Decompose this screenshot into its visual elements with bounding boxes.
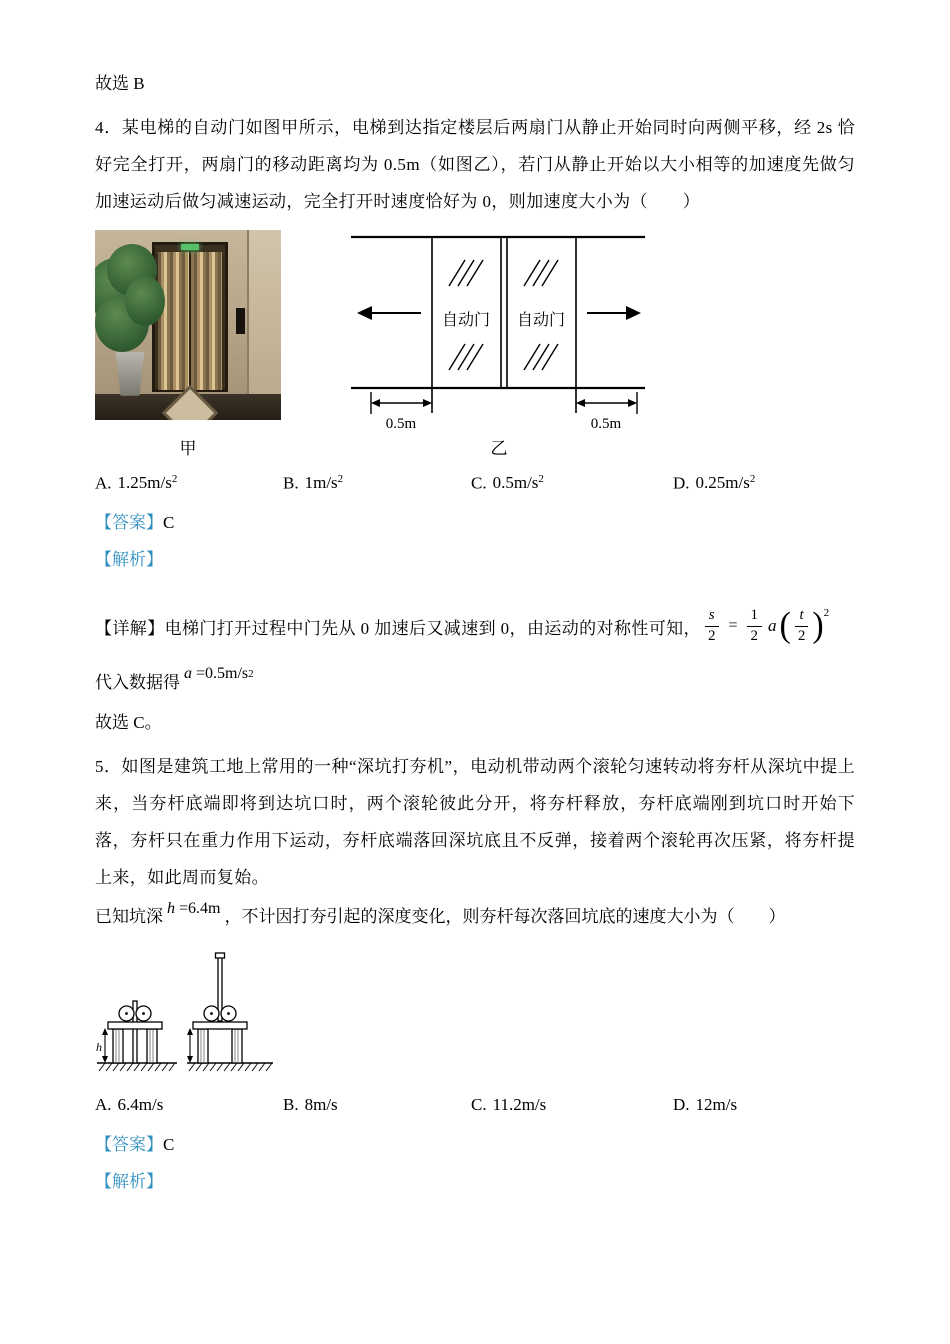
variable-a: a xyxy=(768,616,777,636)
photo-floor-indicator xyxy=(181,244,199,250)
formula-rhs: =6.4m xyxy=(179,900,221,918)
support-column xyxy=(113,1029,123,1063)
frac-numerator: s xyxy=(705,606,719,627)
q4-analysis-line xyxy=(95,542,855,579)
answer-label: 【答案】 xyxy=(95,513,163,533)
h-label: h xyxy=(96,1040,102,1055)
option-key: A. xyxy=(95,473,112,493)
q4-answer-line xyxy=(95,505,855,542)
known-prefix: 已知坑深 xyxy=(95,907,163,927)
option-key: D. xyxy=(673,1095,690,1115)
option-value: 0.5m/s xyxy=(492,473,539,493)
kinematics-formula xyxy=(701,606,829,646)
option-exponent: 2 xyxy=(337,472,344,485)
rod-cap xyxy=(216,953,225,958)
equals-sign: = xyxy=(728,617,738,635)
option-d xyxy=(673,473,755,494)
right-arrow-icon xyxy=(587,306,641,320)
analysis-label: 【解析】 xyxy=(95,549,163,569)
photo-door-seam xyxy=(189,252,191,390)
platform xyxy=(108,1022,162,1029)
frac-numerator: t xyxy=(795,606,807,627)
q4-detail xyxy=(95,594,855,658)
frac-numerator: 1 xyxy=(747,606,763,627)
q5-stem: 5．如图是建筑工地上常用的一种“深坑打夯机”，电动机带动两个滚轮匀速转动将夯杆从深坑中提上来，当夯杆底端即将到达坑口时，两个滚轮彼此分开，将夯杆释放，夯杆底端刚到坑口时开始下落，夯杆只在重力作用下运动，夯杆底端落回深坑底且不反弹，接着两个滚轮再次压紧，将夯杆提上来，如此周而复始。 xyxy=(95,756,855,888)
answer-value: C xyxy=(163,1135,175,1155)
support-column xyxy=(198,1029,208,1063)
photo-plant-pot xyxy=(113,352,147,396)
q5-options xyxy=(95,1095,855,1115)
figure-labels xyxy=(95,434,855,459)
substitution-text: 代入数据得 xyxy=(95,673,180,693)
dimension-lines xyxy=(371,392,637,414)
platform xyxy=(193,1022,247,1029)
dim-right-label: 0.5m xyxy=(590,415,622,430)
elevator-photo xyxy=(95,230,281,420)
option-a xyxy=(95,1095,283,1115)
support-column xyxy=(147,1029,157,1063)
option-exponent: 2 xyxy=(171,472,178,485)
exponent: 2 xyxy=(248,667,254,680)
dim-left-label: 0.5m xyxy=(385,415,417,430)
option-key: B. xyxy=(283,473,299,493)
option-value: 6.4m/s xyxy=(117,1095,164,1115)
answer-value: C xyxy=(163,513,175,533)
figure-label-yi: 乙 xyxy=(490,438,508,458)
frac-denominator: 2 xyxy=(750,627,758,644)
option-key: C. xyxy=(471,1095,487,1115)
option-value: 1.25m/s xyxy=(117,473,172,493)
option-value: 0.25m/s xyxy=(695,473,750,493)
option-d xyxy=(673,1095,737,1115)
pile-driver-diagram xyxy=(95,951,290,1083)
option-c xyxy=(471,473,673,494)
option-key: D. xyxy=(673,473,690,493)
ground-hatch-icon xyxy=(99,1063,272,1071)
q4-options xyxy=(95,473,855,494)
door-label-left: 自动门 xyxy=(441,311,491,329)
close-paren: ) xyxy=(812,606,824,646)
fraction xyxy=(747,606,763,646)
variable-h: h xyxy=(167,900,175,918)
option-value: 1m/s xyxy=(304,473,338,493)
detail-text: 电梯门打开过程中门先从 0 加速后又减速到 0，由运动的对称性可知， xyxy=(164,618,701,638)
formula-rhs: =0.5m/s xyxy=(196,664,249,682)
door-diagram xyxy=(349,230,649,430)
option-key: C. xyxy=(471,473,487,493)
q4-conclusion: 故选 C。 xyxy=(95,713,162,733)
option-c xyxy=(471,1095,673,1115)
q4-stem: 4．某电梯的自动门如图甲所示，电梯到达指定楼层后两扇门从静止开始同时向两侧平移，经 2s 恰好完全打开，两扇门的移动距离均为 0.5m（如图乙），若门从静止开始以大小相等的加速度先做匀加速运动后做匀减速运动，完全打开时速度恰好为 0，则加速度大小为（ ） xyxy=(95,117,855,211)
frac-denominator: 2 xyxy=(797,627,806,644)
roller-axle xyxy=(210,1012,213,1015)
q5-analysis-line xyxy=(95,1164,855,1201)
open-paren: ( xyxy=(779,606,791,646)
option-exponent: 2 xyxy=(749,472,756,485)
roller-axle xyxy=(125,1012,128,1015)
option-a xyxy=(95,473,283,494)
q3-conclusion: 故选 B xyxy=(95,74,145,93)
frac-denominator: 2 xyxy=(707,627,716,644)
option-b xyxy=(283,1095,471,1115)
photo-call-panel xyxy=(236,308,245,334)
option-value: 8m/s xyxy=(304,1095,338,1115)
door-label-right: 自动门 xyxy=(516,311,566,329)
exponent: 2 xyxy=(823,607,830,620)
option-b xyxy=(283,473,471,494)
variable-a: a xyxy=(184,664,192,682)
option-key: A. xyxy=(95,1095,112,1115)
option-exponent: 2 xyxy=(538,472,544,485)
q4-figures xyxy=(95,230,855,430)
support-column xyxy=(232,1029,242,1063)
known-suffix: ，不计因打夯引起的深度变化，则夯杆每次落回坑底的速度大小为（ ） xyxy=(224,907,786,927)
q5-answer-line xyxy=(95,1127,855,1164)
option-value: 12m/s xyxy=(695,1095,738,1115)
fraction xyxy=(794,606,810,646)
option-key: B. xyxy=(283,1095,299,1115)
photo-plant-leaf xyxy=(125,276,165,326)
q4-substitution xyxy=(95,664,855,693)
q5-known-line xyxy=(95,898,855,935)
depth-formula xyxy=(167,892,220,927)
left-arrow-icon xyxy=(357,306,421,320)
answer-label: 【答案】 xyxy=(95,1135,163,1155)
figure-label-jia: 甲 xyxy=(179,438,197,458)
photo-wall xyxy=(247,230,281,396)
detail-label: 【详解】 xyxy=(95,618,165,638)
roller-axle xyxy=(142,1012,145,1015)
option-value: 11.2m/s xyxy=(492,1095,547,1115)
analysis-label: 【解析】 xyxy=(95,1171,163,1191)
fraction xyxy=(704,606,720,646)
roller-axle xyxy=(227,1012,230,1015)
result-formula xyxy=(184,665,254,683)
